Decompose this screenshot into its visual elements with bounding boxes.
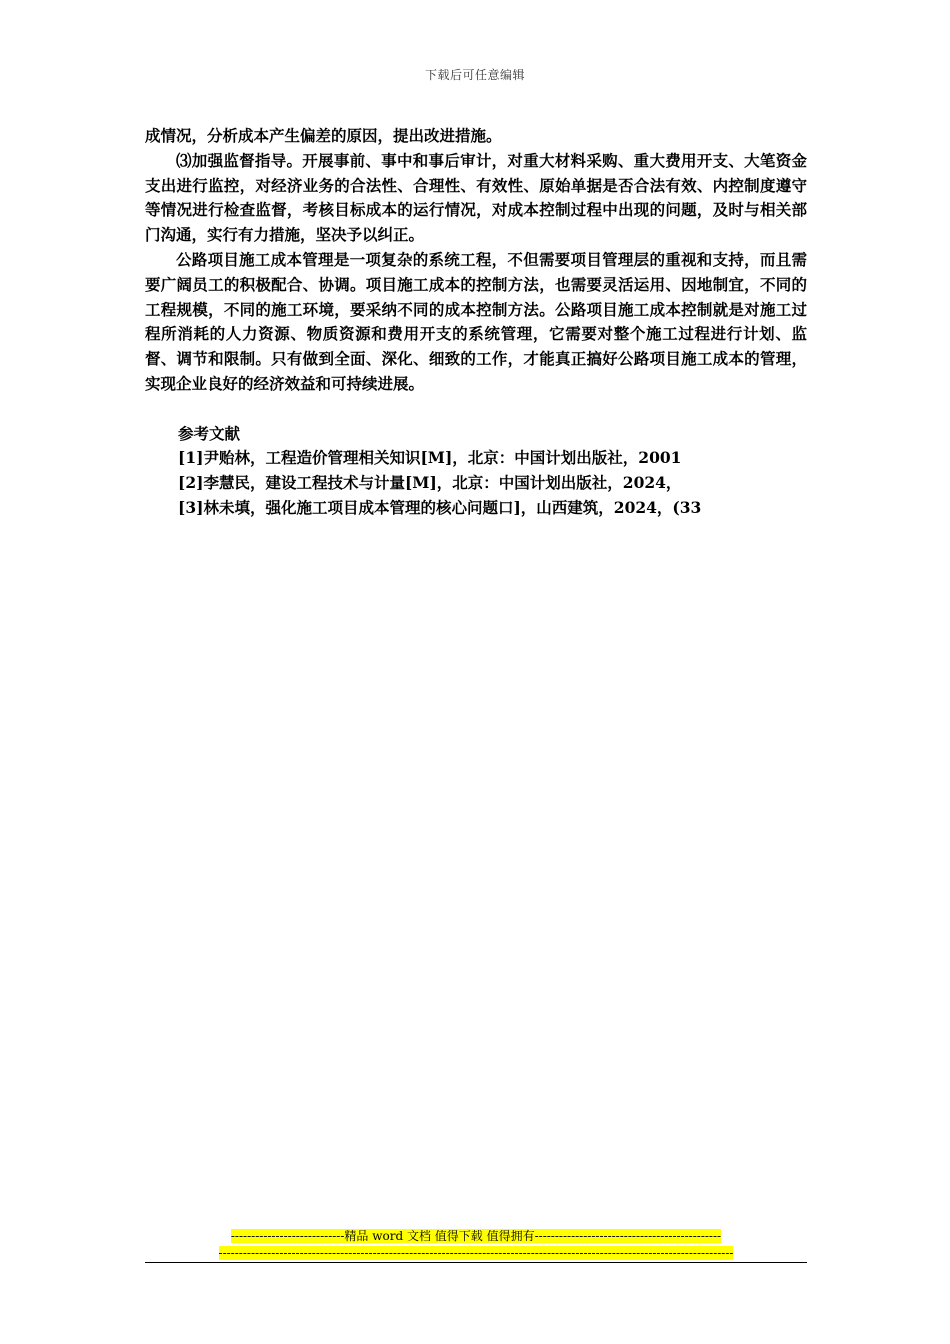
references-heading: 参考文献	[178, 423, 241, 443]
references-section	[145, 422, 807, 521]
reference-item-2: [2]李慧民，建设工程技术与计量[M]，北京：中国计划出版社，2024，	[178, 473, 682, 493]
footer-dash-line	[145, 1245, 807, 1262]
footer-banner-text: ----------------------------精品 word 文档 值得下载 值得拥有----------------------------------------------	[230, 1229, 722, 1243]
footer-divider	[145, 1262, 807, 1263]
footer-banner-line	[145, 1228, 807, 1245]
footer-dash-text: -------------------------------------------------------------------------------------------------------------------------------	[218, 1246, 734, 1260]
reference-item-1: [1]尹贻林，工程造价管理相关知识[M]，北京：中国计划出版社，2001	[178, 448, 682, 468]
page-header: 下载后可任意编辑	[424, 68, 525, 82]
page-footer	[145, 1228, 807, 1262]
paragraph-supervision: ⑶加强监督指导。开展事前、事中和事后审计，对重大材料采购、重大费用开支、大笔资金支出进行监控，对经济业务的合法性、合理性、有效性、原始单据是否合法有效、内控制度遵守等情况进行检查监督，考核目标成本的运行情况，对成本控制过程中出现的问题，及时与相关部门沟通，实行有力措施，坚决予以纠正。	[145, 150, 807, 245]
paragraph-continuation: 成情况，分析成本产生偏差的原因，提出改进措施。	[145, 126, 502, 145]
reference-item-3: [3]林未填，强化施工项目成本管理的核心问题口]，山西建筑，2024，(33	[178, 497, 702, 517]
document-body	[145, 124, 807, 521]
paragraph-conclusion: 公路项目施工成本管理是一项复杂的系统工程，不但需要项目管理层的重视和支持，而且需要广阔员工的积极配合、协调。项目施工成本的控制方法，也需要灵活运用、因地制宜，不同的工程规模，不同的施工环境，要采纳不同的成本控制方法。公路项目施工成本控制就是对施工过程所消耗的人力资源、物质资源和费用开支的系统管理，它需要对整个施工过程进行计划、监督、调节和限制。只有做到全面、深化、细致的工作，才能真正搞好公路项目施工成本的管理，实现企业良好的经济效益和可持续进展。	[145, 249, 807, 393]
